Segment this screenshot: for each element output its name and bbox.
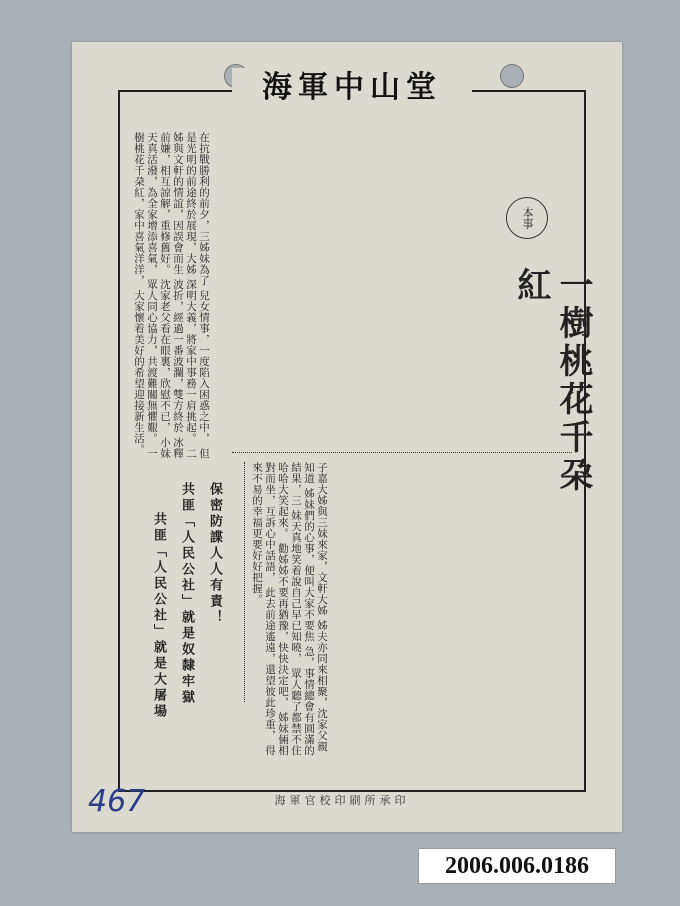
handbill-sheet (72, 42, 622, 832)
story-tag: 本事 (506, 197, 548, 239)
top-col: 但是光明的前途終於展現，大姊 (185, 132, 210, 459)
story-bottom-text (250, 462, 328, 762)
top-col: 沈家老父看在眼裏，欣慰不已， (159, 278, 171, 433)
top-col: 眾人同心協力，共渡難關無懼艱。 (146, 278, 158, 444)
top-col: 波折，經過一番波瀾，雙方終於 (172, 278, 184, 433)
section-divider (232, 452, 572, 453)
top-col: 在抗戰勝利的前夕，三姊妹為了 (198, 132, 210, 286)
top-col: 深明大義，將家中事務一肩挑起。 (185, 278, 197, 444)
top-col: 兒女情事，一度陷入困惑之中， (198, 289, 210, 444)
slogan-commune-slaughter: 共匪「人民公社」就是大屠場 (151, 512, 166, 720)
bottom-col: 眾人聽了都禁不住哈哈大笑起來。 (277, 462, 302, 756)
story-top-text (132, 132, 210, 462)
top-col: 小妹天真活潑，為全家增添喜氣， (146, 132, 171, 459)
top-col: 二姊與文軒的情誼，因誤會而生 (172, 132, 197, 459)
slogan-security: 保密防諜人人有責！ (207, 482, 222, 626)
masthead-title: 海軍中山堂 (232, 68, 472, 108)
bottom-col: 勸姊姊不要再猶豫，快快決定吧， (277, 542, 289, 708)
printer-credit: 海軍官校印刷所承印 (274, 794, 410, 807)
bottom-col: 姊夫亦同來相聚，沈家父親知道 (303, 462, 328, 752)
top-col: 大家懷着美好的希望迎接新生活。 (133, 289, 145, 455)
bottom-col: 急，事情總會有圓滿的結果，三 (290, 462, 315, 756)
bottom-col: 得來不易的幸福更要好好把握。 (251, 462, 276, 756)
catalog-label: 2006.006.0186 (418, 848, 616, 884)
story-title-box (490, 137, 593, 502)
bottom-col: 妹天真地笑着說自己早已知曉， (290, 509, 302, 664)
bottom-col: 此去前途遙遠，還望彼此珍重， (264, 586, 276, 741)
bottom-col: 姊妹們的心事，便叫大家不要焦 (303, 487, 315, 642)
story-title: 一樹桃花千朶紅 (511, 267, 593, 495)
column-divider (244, 462, 245, 702)
punch-hole-right (500, 64, 524, 88)
handwritten-number: 467 (88, 784, 146, 819)
top-col: 一樹桃花千朶紅，家中喜氣洋洋， (133, 132, 158, 459)
bottom-col: 子嘉大姊與三妹來家，文軒大姊 (316, 462, 328, 616)
top-col: 冰釋前嫌，相互諒解，重修舊好。 (159, 132, 184, 459)
slogan-commune-prison: 共匪「人民公社」就是奴隸牢獄 (179, 482, 194, 706)
bottom-col: 姊妹倆相對而坐，互訴心中話語， (264, 462, 289, 756)
